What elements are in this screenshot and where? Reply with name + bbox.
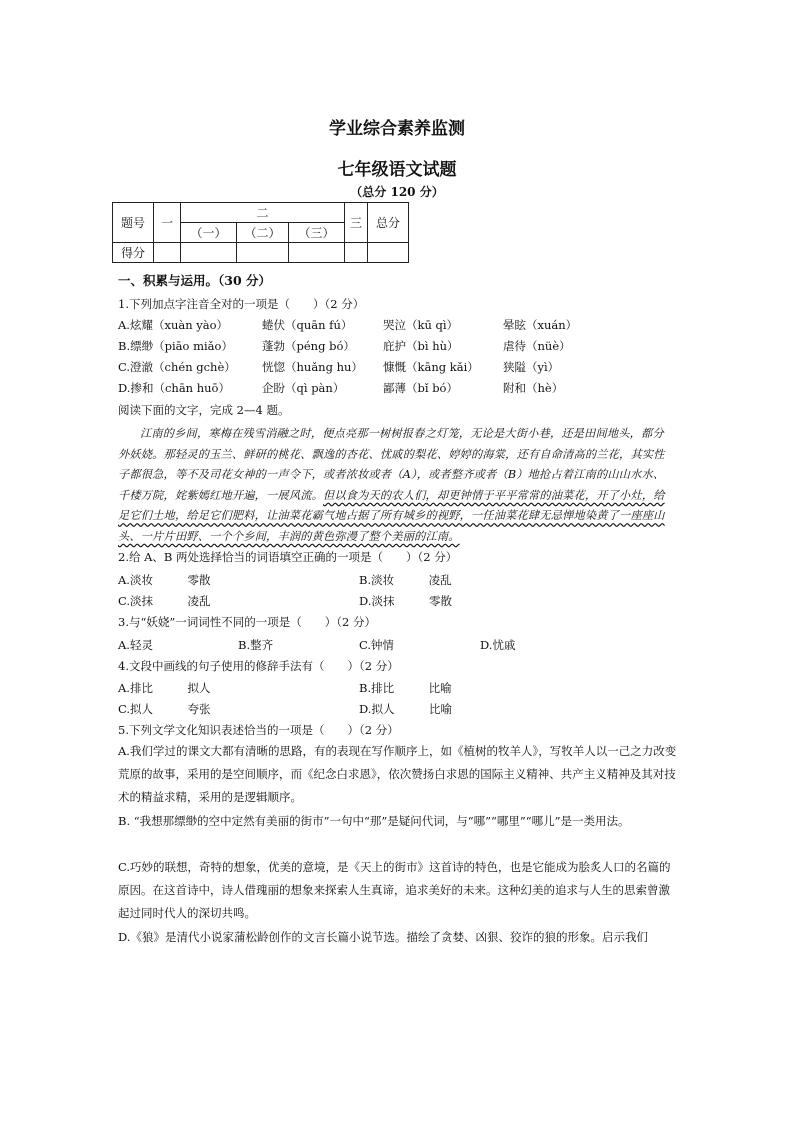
q4-option-d: D.拟人 比喻 bbox=[359, 702, 452, 716]
header-two: 二 bbox=[181, 203, 345, 223]
reading-passage bbox=[118, 424, 674, 548]
q2-option-b: B.淡妆 凌乱 bbox=[359, 573, 452, 587]
q2-option-a: A.淡妆 零散 bbox=[118, 573, 211, 587]
q4-option-c: C.拟人 夸张 bbox=[118, 702, 211, 716]
q2-option-d: D.淡抹 零散 bbox=[359, 594, 452, 608]
q3-stem: 3.与“妖娆”一词词性不同的一项是（ ）（2 分） bbox=[118, 615, 376, 629]
exam-subtitle: 七年级语文试题 bbox=[337, 160, 457, 180]
q1-stem: 1.下列加点字注音全对的一项是（ ）（2 分） bbox=[118, 297, 365, 311]
total-score: （总分 120 分） bbox=[350, 185, 444, 199]
q5-option-d: D.《狼》是清代小说家蒲松龄创作的文言长篇小说节选。描绘了贪婪、凶狠、狡诈的狼的形象。启示我们 bbox=[118, 930, 648, 944]
q3-option-a: A.轻灵 bbox=[118, 638, 153, 652]
score-cell bbox=[237, 243, 289, 263]
q5-option-a: A.我们学过的课文大都有清晰的思路，有的表现在写作顺序上，如《植树的牧羊人》，写牧羊人以一己之力改变荒原的故事，采用的是空间顺序，而《纪念白求恩》，依次赞扬白求恩的国际主义精神、共产主义精神及其对技术的精益求精，采用的是逻辑顺序。 bbox=[118, 744, 677, 804]
q3-option-b: B.整齐 bbox=[238, 638, 274, 652]
q1-option: 哭泣（kū qì） bbox=[383, 318, 459, 332]
header-total: 总分 bbox=[368, 203, 409, 243]
q4-stem: 4.文段中画线的句子使用的修辞手法有（ ）（2 分） bbox=[118, 659, 399, 673]
header-three: 三 bbox=[345, 203, 368, 243]
q1-option: 鄙薄（bǐ bó） bbox=[383, 381, 458, 395]
q1-option: 恍惚（huǎng hu） bbox=[262, 360, 363, 374]
header-one: 一 bbox=[154, 203, 181, 243]
q1-option: 蜷伏（quān fú） bbox=[262, 318, 353, 332]
score-cell bbox=[181, 243, 237, 263]
q2-option-c: C.淡抹 凌乱 bbox=[118, 594, 211, 608]
passage-text: 江南的乡间，寒梅在残雪消融之时，便点亮那一树树报春之灯笼，无论是大街小巷，还是田间地头，都分外妖娆。那轻灵的玉兰、鲜研的桃花、飘逸的杏花、忧戚的梨花、婷婷的海棠，还有自命清高的兰花，其实性子都很急，等不及司花女神的一声令下，或者浓妆或者（A），或者整齐或者（B）地抢占着江南的山山水水、千楼万院，姹紫嫣红地开遍，一展风流。 bbox=[118, 427, 665, 502]
q1-option: 慷慨（kāng kǎi） bbox=[383, 360, 479, 374]
score-cell bbox=[368, 243, 409, 263]
section-heading: 一、积累与运用。（30 分） bbox=[118, 273, 271, 288]
q1-option: C.澄澈（chén gchè） bbox=[118, 360, 236, 374]
q1-option: 晕眩（xuán） bbox=[503, 318, 578, 332]
header-tihao: 题号 bbox=[113, 203, 154, 243]
q1-option: D.掺和（chān huō） bbox=[118, 381, 230, 395]
header-two-1: （一） bbox=[181, 223, 237, 243]
q1-option: 狭隘（yì） bbox=[503, 360, 560, 374]
passage-underlined: 但以食为天的农人们，却更钟情于平平常常的油菜花，开了小灶，给足它们土地，给足它们肥料，让油菜花霸气地占据了所有城乡的视野，一任油菜花肆无忌惮地染黄了一座座山头、一片片田野、一个个乡间，丰润的黄色弥漫了整个美丽的江南。 bbox=[118, 488, 665, 543]
score-cell bbox=[289, 243, 345, 263]
q5-option-c: C.巧妙的联想，奇特的想象，优美的意境，是《天上的街市》这首诗的特色，也是它能成为脍炙人口的名篇的原因。在这首诗中，诗人借瑰丽的想象来探索人生真谛，追求美好的未来。这种幻美的追求与人生的思索曾激起过同时代人的深切共鸣。 bbox=[118, 860, 671, 920]
q4-option-a: A.排比 拟人 bbox=[118, 681, 211, 695]
score-cell bbox=[154, 243, 181, 263]
score-table bbox=[112, 202, 409, 263]
score-cell bbox=[345, 243, 368, 263]
q1-option: 庇护（bì hù） bbox=[383, 339, 459, 353]
row-defen: 得分 bbox=[113, 243, 154, 263]
q1-option: A.炫耀（xuàn yào） bbox=[118, 318, 229, 332]
q1-option: 附和（hè） bbox=[503, 381, 564, 395]
q5-stem: 5.下列文学文化知识表述恰当的一项是（ ）（2 分） bbox=[118, 723, 399, 737]
q3-option-d: D.忧戚 bbox=[480, 638, 516, 652]
header-two-2: （二） bbox=[237, 223, 289, 243]
reading-intro: 阅读下面的文字，完成 2—4 题。 bbox=[118, 403, 290, 417]
q1-option: 虐待（nüè） bbox=[503, 339, 571, 353]
q3-option-c: C.钟情 bbox=[359, 638, 395, 652]
q1-option: 企盼（qì pàn） bbox=[262, 381, 345, 395]
q4-option-b: B.排比 比喻 bbox=[359, 681, 452, 695]
q1-option: B.缥缈（piāo miǎo） bbox=[118, 339, 233, 353]
q2-stem: 2.给 A、B 两处选择恰当的词语填空正确的一项是（ ）（2 分） bbox=[118, 550, 458, 564]
q1-option: 蓬勃（péng bó） bbox=[262, 339, 355, 353]
exam-title: 学业综合素养监测 bbox=[329, 119, 465, 139]
header-two-3: （三） bbox=[289, 223, 345, 243]
q5-option-b: B. “我想那缥缈的空中定然有美丽的街市”一句中“那”是疑问代词，与“哪”“哪里”“哪儿”是一类用法。 bbox=[118, 814, 630, 828]
